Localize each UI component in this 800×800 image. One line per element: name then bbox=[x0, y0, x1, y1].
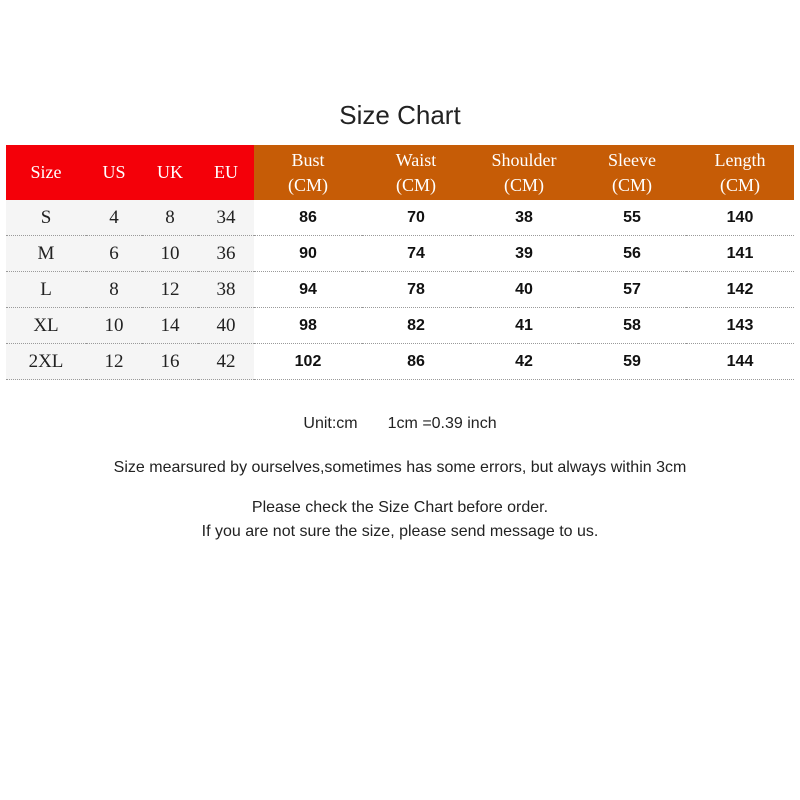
cell-length: 144 bbox=[686, 344, 794, 380]
table-row bbox=[6, 236, 794, 272]
cell-eu: 34 bbox=[198, 200, 254, 236]
cell-waist: 78 bbox=[362, 272, 470, 308]
cell-bust: 98 bbox=[254, 308, 362, 344]
header-eu bbox=[198, 145, 254, 200]
table-row bbox=[6, 200, 794, 236]
header-uk-label: UK bbox=[157, 162, 183, 182]
unit-conversion: 1cm =0.39 inch bbox=[387, 415, 497, 432]
header-uk bbox=[142, 145, 198, 200]
cell-shoulder: 41 bbox=[470, 308, 578, 344]
cell-uk: 16 bbox=[142, 344, 198, 380]
cell-waist: 86 bbox=[362, 344, 470, 380]
chart-title: Size Chart bbox=[339, 100, 461, 130]
cell-bust: 94 bbox=[254, 272, 362, 308]
cell-us: 4 bbox=[86, 200, 142, 236]
header-length-label: Length bbox=[714, 149, 766, 170]
header-bust bbox=[254, 145, 362, 200]
cell-sleeve: 58 bbox=[578, 308, 686, 344]
cell-size: XL bbox=[6, 308, 86, 344]
header-us-label: US bbox=[102, 162, 126, 182]
cell-shoulder: 39 bbox=[470, 236, 578, 272]
size-table bbox=[6, 145, 794, 380]
header-waist-unit: (CM) bbox=[396, 174, 436, 195]
check-chart-note: Please check the Size Chart before order. bbox=[251, 499, 549, 516]
header-shoulder-unit: (CM) bbox=[504, 174, 544, 195]
cell-size: 2XL bbox=[6, 344, 86, 380]
cell-eu: 36 bbox=[198, 236, 254, 272]
cell-bust: 90 bbox=[254, 236, 362, 272]
cell-length: 140 bbox=[686, 200, 794, 236]
cell-uk: 10 bbox=[142, 236, 198, 272]
cell-size: L bbox=[6, 272, 86, 308]
cell-length: 142 bbox=[686, 272, 794, 308]
cell-size: M bbox=[6, 236, 86, 272]
header-size bbox=[6, 145, 86, 200]
cell-us: 10 bbox=[86, 308, 142, 344]
header-eu-label: EU bbox=[214, 162, 238, 182]
cell-bust: 86 bbox=[254, 200, 362, 236]
header-bust-label: Bust bbox=[291, 149, 325, 170]
header-us bbox=[86, 145, 142, 200]
header-sleeve bbox=[578, 145, 686, 200]
header-length-unit: (CM) bbox=[720, 174, 760, 195]
cell-size: S bbox=[6, 200, 86, 236]
header-waist-label: Waist bbox=[395, 149, 437, 170]
cell-eu: 40 bbox=[198, 308, 254, 344]
header-size-label: Size bbox=[30, 162, 62, 182]
cell-waist: 82 bbox=[362, 308, 470, 344]
cell-uk: 8 bbox=[142, 200, 198, 236]
cell-sleeve: 59 bbox=[578, 344, 686, 380]
cell-eu: 42 bbox=[198, 344, 254, 380]
unit-note bbox=[0, 415, 800, 433]
contact-note: If you are not sure the size, please send message to us. bbox=[201, 523, 599, 540]
header-shoulder-label: Shoulder bbox=[491, 149, 557, 170]
cell-length: 143 bbox=[686, 308, 794, 344]
cell-shoulder: 40 bbox=[470, 272, 578, 308]
header-shoulder bbox=[470, 145, 578, 200]
cell-shoulder: 38 bbox=[470, 200, 578, 236]
cell-length: 141 bbox=[686, 236, 794, 272]
table-row bbox=[6, 308, 794, 344]
unit-label: Unit:cm bbox=[303, 415, 358, 432]
cell-uk: 14 bbox=[142, 308, 198, 344]
header-bust-unit: (CM) bbox=[288, 174, 328, 195]
cell-sleeve: 57 bbox=[578, 272, 686, 308]
table-row bbox=[6, 344, 794, 380]
header-row bbox=[6, 145, 794, 200]
cell-eu: 38 bbox=[198, 272, 254, 308]
cell-sleeve: 56 bbox=[578, 236, 686, 272]
cell-waist: 70 bbox=[362, 200, 470, 236]
header-sleeve-label: Sleeve bbox=[608, 149, 656, 170]
table-row bbox=[6, 272, 794, 308]
measurement-error-note: Size mearsured by ourselves,sometimes has some errors, but always within 3cm bbox=[113, 459, 687, 476]
cell-us: 6 bbox=[86, 236, 142, 272]
cell-waist: 74 bbox=[362, 236, 470, 272]
cell-uk: 12 bbox=[142, 272, 198, 308]
cell-sleeve: 55 bbox=[578, 200, 686, 236]
cell-shoulder: 42 bbox=[470, 344, 578, 380]
cell-bust: 102 bbox=[254, 344, 362, 380]
header-sleeve-unit: (CM) bbox=[612, 174, 652, 195]
cell-us: 8 bbox=[86, 272, 142, 308]
header-length bbox=[686, 145, 794, 200]
cell-us: 12 bbox=[86, 344, 142, 380]
header-waist bbox=[362, 145, 470, 200]
